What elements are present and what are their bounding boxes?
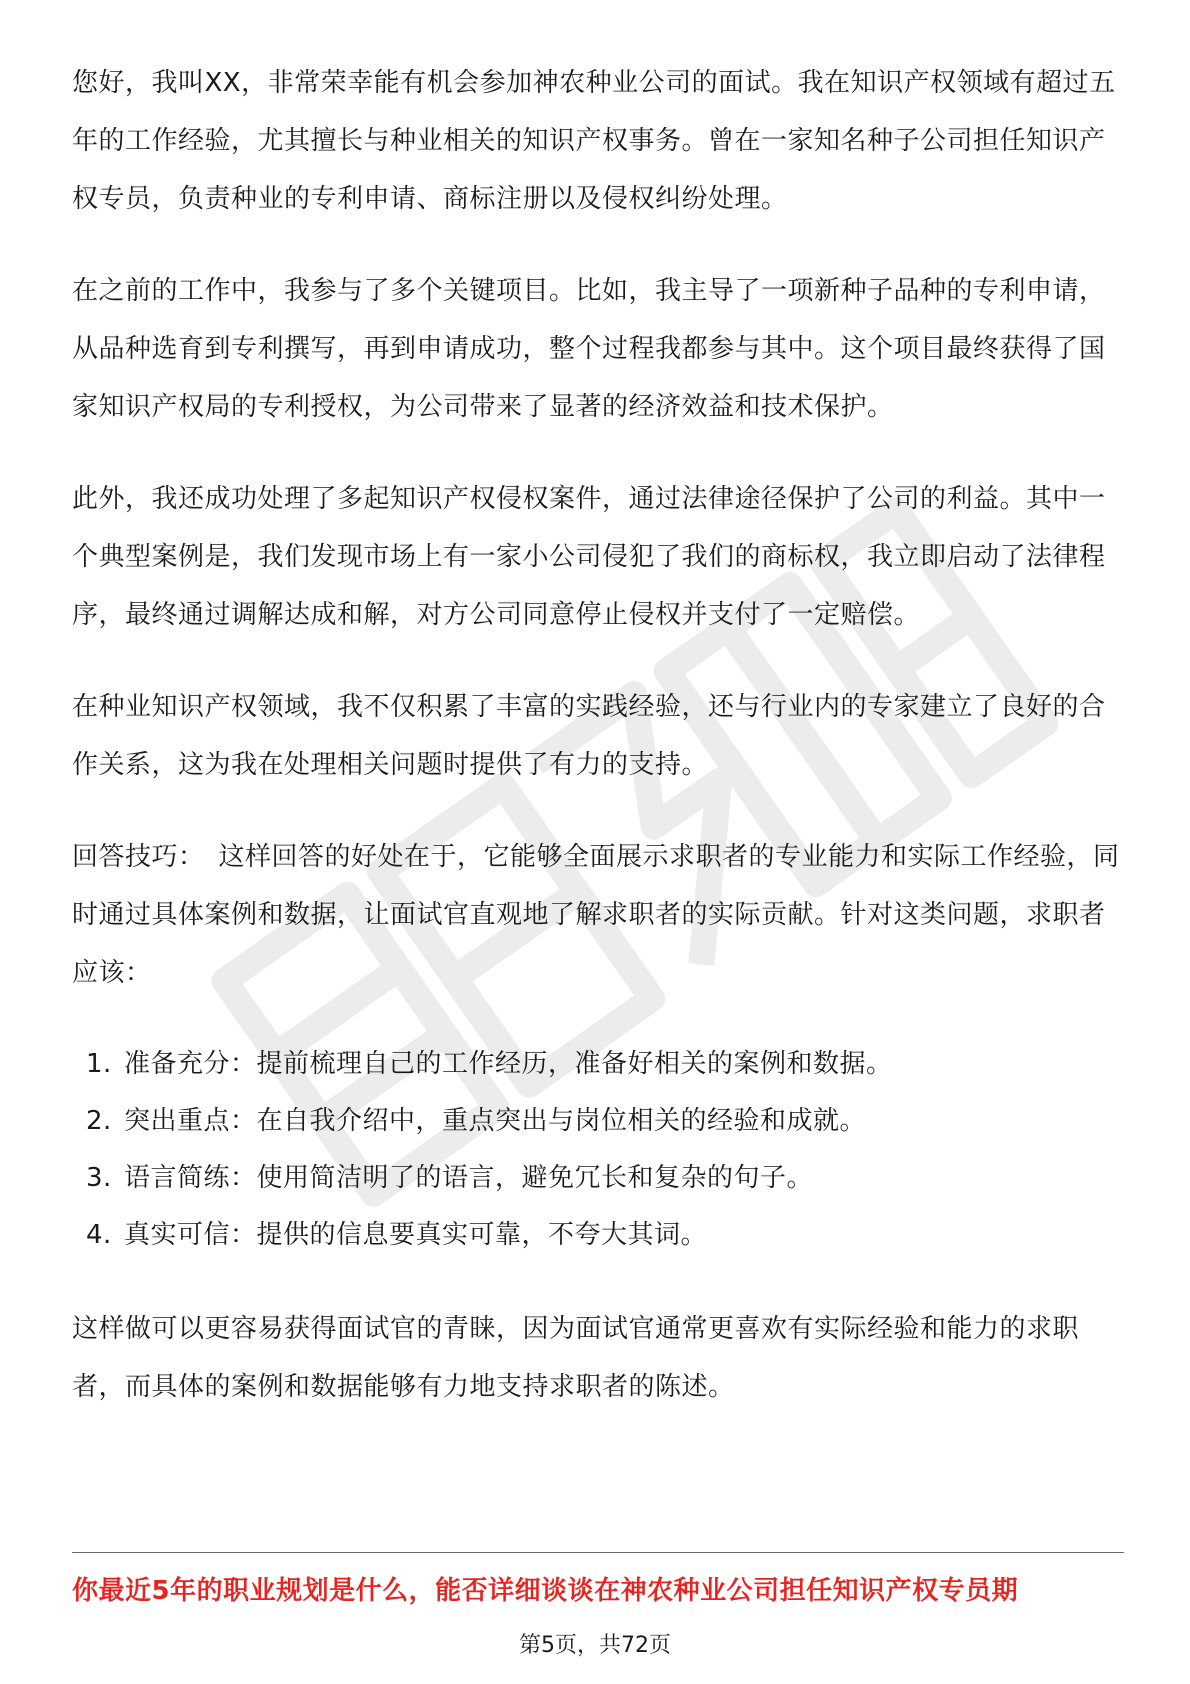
- list-item-number: 3.: [86, 1163, 112, 1193]
- list-item: [72, 1093, 1122, 1150]
- list-item-number: 1.: [86, 1049, 112, 1079]
- list-item-text: 真实可信：提供的信息要真实可靠，不夸大其词。: [124, 1220, 708, 1250]
- paragraph: 在之前的工作中，我参与了多个关键项目。比如，我主导了一项新种子品种的专利申请，从品种选育到专利撰写，再到申请成功，整个过程我都参与其中。这个项目最终获得了国家知识产权局的专利授权，为公司带来了显著的经济效益和技术保护。: [72, 276, 1106, 422]
- list-item: [72, 1036, 1122, 1093]
- document-body: [72, 54, 1122, 1450]
- answer-tip-text: 这样回答的好处在于，它能够全面展示求职者的专业能力和实际工作经验，同时通过具体案例和数据，让面试官直观地了解求职者的实际贡献。针对这类问题，求职者应该：: [72, 842, 1120, 988]
- paragraph: 您好，我叫XX，非常荣幸能有机会参加神农种业公司的面试。我在知识产权领域有超过五年的工作经验，尤其擅长与种业相关的知识产权事务。曾在一家知名种子公司担任知识产权专员，负责种业的专利申请、商标注册以及侵权纠纷处理。: [72, 68, 1116, 214]
- list-item-number: 4.: [86, 1220, 112, 1250]
- list-item: [72, 1207, 1122, 1264]
- list-item-text: 语言简练：使用简洁明了的语言，避免冗长和复杂的句子。: [124, 1163, 814, 1193]
- answer-tip-label: 回答技巧：: [72, 842, 205, 872]
- list-item: [72, 1150, 1122, 1207]
- paragraph: 此外，我还成功处理了多起知识产权侵权案件，通过法律途径保护了公司的利益。其中一个典型案例是，我们发现市场上有一家小公司侵犯了我们的商标权，我立即启动了法律程序，最终通过调解达成和解，对方公司同意停止侵权并支付了一定赔偿。: [72, 484, 1106, 630]
- next-question-heading: 你最近5年的职业规划是什么，能否详细谈谈在神农种业公司担任知识产权专员期: [72, 1576, 1019, 1606]
- section-divider: [72, 1552, 1124, 1553]
- answer-tip: [72, 828, 1122, 1002]
- list-item-text: 准备充分：提前梳理自己的工作经历，准备好相关的案例和数据。: [124, 1049, 893, 1079]
- list-item-text: 突出重点：在自我介绍中，重点突出与岗位相关的经验和成就。: [124, 1106, 867, 1136]
- page-number: 第5页，共72页: [519, 1633, 671, 1658]
- paragraph: 在种业知识产权领域，我不仅积累了丰富的实践经验，还与行业内的专家建立了良好的合作关系，这为我在处理相关问题时提供了有力的支持。: [72, 692, 1106, 780]
- closing-paragraph: 这样做可以更容易获得面试官的青睐，因为面试官通常更喜欢有实际经验和能力的求职者，而具体的案例和数据能够有力地支持求职者的陈述。: [72, 1314, 1080, 1402]
- list-item-number: 2.: [86, 1106, 112, 1136]
- tips-list: [72, 1036, 1122, 1264]
